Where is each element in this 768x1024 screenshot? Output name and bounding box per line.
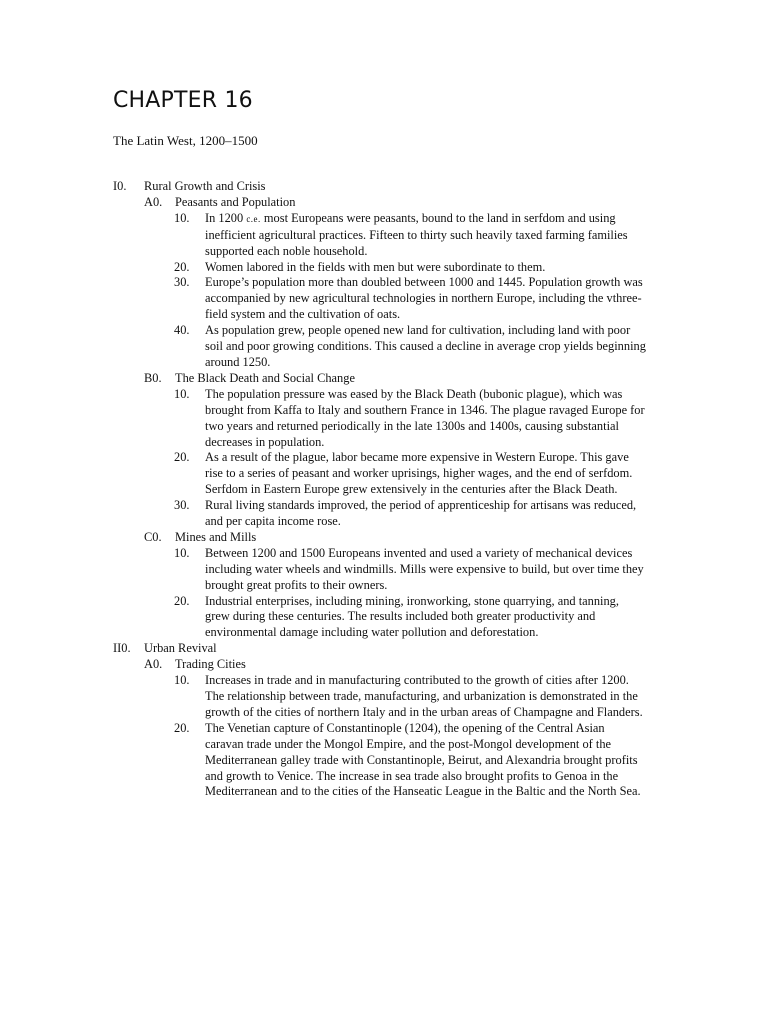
outline-subheading-text: Trading Cities — [175, 657, 246, 672]
chapter-subtitle: The Latin West, 1200–1500 — [113, 133, 258, 148]
point-text-end: most Europeans were peasants, bound to the land in serfdom and using inefficient agricultural practices. Fifteen to thirty such heavily taxed farming families supported each noble household. — [205, 210, 628, 258]
outline-point-text: Industrial enterprises, including mining, ironworking, stone quarrying, and tanning, grew during these centuries. The results included both greater productivity and environmental damage including water pollution and deforestation. — [205, 593, 619, 640]
outline-number: 20. — [174, 593, 190, 608]
outline-number: 10. — [174, 386, 190, 401]
outline-point-text: Rural living standards improved, the period of apprenticeship for artisans was reduced, and per capita income rose. — [205, 498, 637, 529]
outline-subheading-trading-cities — [0, 657, 768, 673]
outline-subheading-mines-mills — [0, 530, 768, 546]
chapter-title: CHAPTER 16 — [113, 88, 253, 113]
outline-number: 10. — [174, 673, 190, 688]
outline-point-text: Increases in trade and in manufacturing contributed to the growth of cities after 1200. The relationship between trade, manufacturing, and urbanization is demonstrated in the growth of the cities of northern Italy and in the urban areas of Champagne and Flanders. — [205, 673, 643, 719]
outline-subheading-black-death — [0, 371, 768, 387]
outline-number: I0. — [113, 179, 127, 193]
outline-point — [0, 260, 768, 276]
outline-number: 20. — [174, 720, 190, 735]
outline-subheading-text: Peasants and Population — [175, 194, 296, 209]
outline-point — [0, 450, 768, 498]
outline-point-text — [205, 211, 646, 260]
outline-subheading-text: The Black Death and Social Change — [175, 370, 355, 385]
outline-subheading-text: Mines and Mills — [175, 529, 257, 544]
outline-number: 30. — [174, 498, 190, 513]
outline-number: A0. — [144, 657, 163, 672]
point-text-start: In 1200 — [205, 210, 247, 225]
outline-subheading-peasants — [0, 195, 768, 211]
outline-point — [0, 721, 768, 801]
outline-number: 20. — [174, 450, 190, 465]
outline-number: B0. — [144, 370, 162, 385]
outline-point — [0, 275, 768, 323]
outline-point-text: The population pressure was eased by the Black Death (bubonic plague), which was brought from Kaffa to Italy and southern France in 1346. The plague ravaged Europe for two years and returned periodically in the late 1300s and 1400s, causing substantial decreases in population. — [205, 386, 645, 449]
outline-heading-text: Rural Growth and Crisis — [144, 179, 266, 193]
outline-point — [0, 498, 768, 530]
outline-number: II0. — [113, 641, 131, 656]
chapter-outline — [0, 179, 768, 800]
outline-point-text: Women labored in the fields with men but were subordinate to them. — [205, 259, 546, 274]
outline-point-text: Europe’s population more than doubled between 1000 and 1445. Population growth was accompanied by new agricultural technologies in northern Europe, including the vthree-field system and the cultivation of oats. — [205, 275, 643, 322]
outline-point-text: As population grew, people opened new land for cultivation, including land with poor soil and poor growing conditions. This caused a decline in average crop yields beginning around 1250. — [205, 323, 646, 369]
outline-number: 40. — [174, 323, 190, 338]
outline-point — [0, 211, 768, 260]
outline-heading-text: Urban Revival — [144, 641, 217, 656]
outline-number: A0. — [144, 194, 163, 209]
outline-point — [0, 594, 768, 642]
outline-point-text: As a result of the plague, labor became more expensive in Western Europe. This gave rise to a series of peasant and worker uprisings, higher wages, and the end of serfdom. Serfdom in Eastern Europe grew extensively in the centuries after the Black Death. — [205, 450, 633, 497]
outline-point — [0, 323, 768, 371]
outline-point — [0, 387, 768, 451]
outline-point — [0, 546, 768, 594]
outline-heading-urban-revival — [0, 641, 768, 657]
outline-point-text: Between 1200 and 1500 Europeans invented and used a variety of mechanical devices including water wheels and windmills. Mills were expensive to build, but over time they brought great profits to their owners. — [205, 545, 644, 592]
outline-heading-rural-growth — [0, 179, 768, 195]
outline-number: 30. — [174, 275, 190, 290]
outline-number: C0. — [144, 529, 162, 544]
outline-point — [0, 673, 768, 721]
outline-number: 10. — [174, 210, 190, 225]
outline-point-text: The Venetian capture of Constantinople (1204), the opening of the Central Asian caravan trade under the Mongol Empire, and the post-Mongol development of the Mediterranean galley trade with Constantinople, Beirut, and Alexandria brought profits and growth to Venice. The increase in sea trade also brought profits to Genoa in the Mediterranean and to the cities of the Hanseatic League in the Baltic and the North Sea. — [205, 720, 641, 799]
outline-number: 10. — [174, 545, 190, 560]
outline-number: 20. — [174, 259, 190, 274]
era-abbreviation: c.e. — [246, 213, 261, 224]
